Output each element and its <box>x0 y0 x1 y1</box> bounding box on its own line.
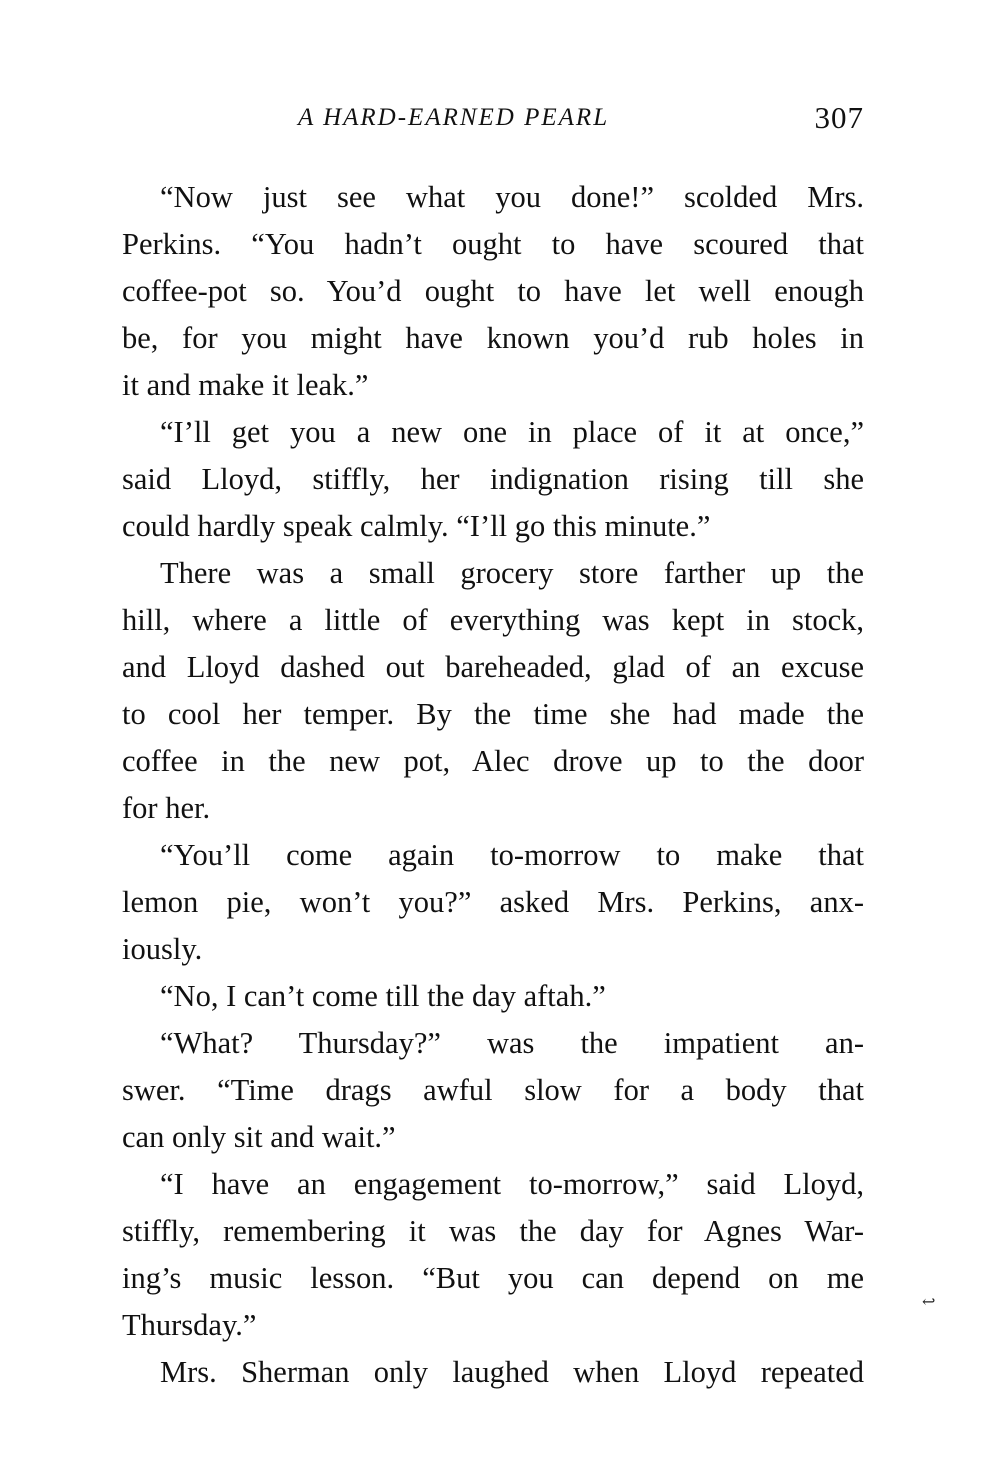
text-line: Thursday.” <box>122 1308 257 1342</box>
text-line: coffee-pot so. You’d ought to have let well enough <box>122 274 864 308</box>
text-line: coffee in the new pot, Alec drove up to the door <box>122 744 864 778</box>
text-line: and Lloyd dashed out bareheaded, glad of an excuse <box>122 650 864 684</box>
running-header <box>120 100 864 144</box>
text-line: “I have an engagement to-morrow,” said Lloyd, <box>160 1167 864 1201</box>
text-line: be, for you might have known you’d rub holes in <box>122 321 864 355</box>
text-line: to cool her temper. By the time she had made the <box>122 697 864 731</box>
text-line: iously. <box>122 932 203 966</box>
text-line: hill, where a little of everything was kept in stock, <box>122 603 864 637</box>
stray-mark: ↩ <box>922 1294 936 1311</box>
running-title: A HARD-EARNED PEARL <box>298 104 610 131</box>
text-line: can only sit and wait.” <box>122 1120 396 1154</box>
text-line: Perkins. “You hadn’t ought to have scoured that <box>122 227 864 261</box>
text-line: stiffly, remembering it was the day for Agnes War- <box>122 1214 864 1248</box>
text-line: “I’ll get you a new one in place of it at once,” <box>160 415 864 449</box>
text-line: There was a small grocery store farther up the <box>160 556 864 590</box>
text-line: “What? Thursday?” was the impatient an- <box>160 1026 864 1060</box>
text-line: Mrs. Sherman only laughed when Lloyd repeated <box>160 1355 864 1389</box>
body-text <box>122 174 864 1396</box>
text-line: swer. “Time drags awful slow for a body that <box>122 1073 864 1107</box>
text-line: “No, I can’t come till the day aftah.” <box>160 979 606 1013</box>
text-line: could hardly speak calmly. “I’ll go this minute.” <box>122 509 711 543</box>
text-line: “You’ll come again to-morrow to make that <box>160 838 864 872</box>
text-line: it and make it leak.” <box>122 368 369 402</box>
page-number: 307 <box>814 100 864 135</box>
text-line: lemon pie, won’t you?” asked Mrs. Perkins, anx- <box>122 885 864 919</box>
text-line: “Now just see what you done!” scolded Mrs. <box>160 180 864 214</box>
text-line: for her. <box>122 791 211 825</box>
text-line: ing’s music lesson. “But you can depend on me <box>122 1261 864 1295</box>
text-line: said Lloyd, stiffly, her indignation rising till she <box>122 462 864 496</box>
